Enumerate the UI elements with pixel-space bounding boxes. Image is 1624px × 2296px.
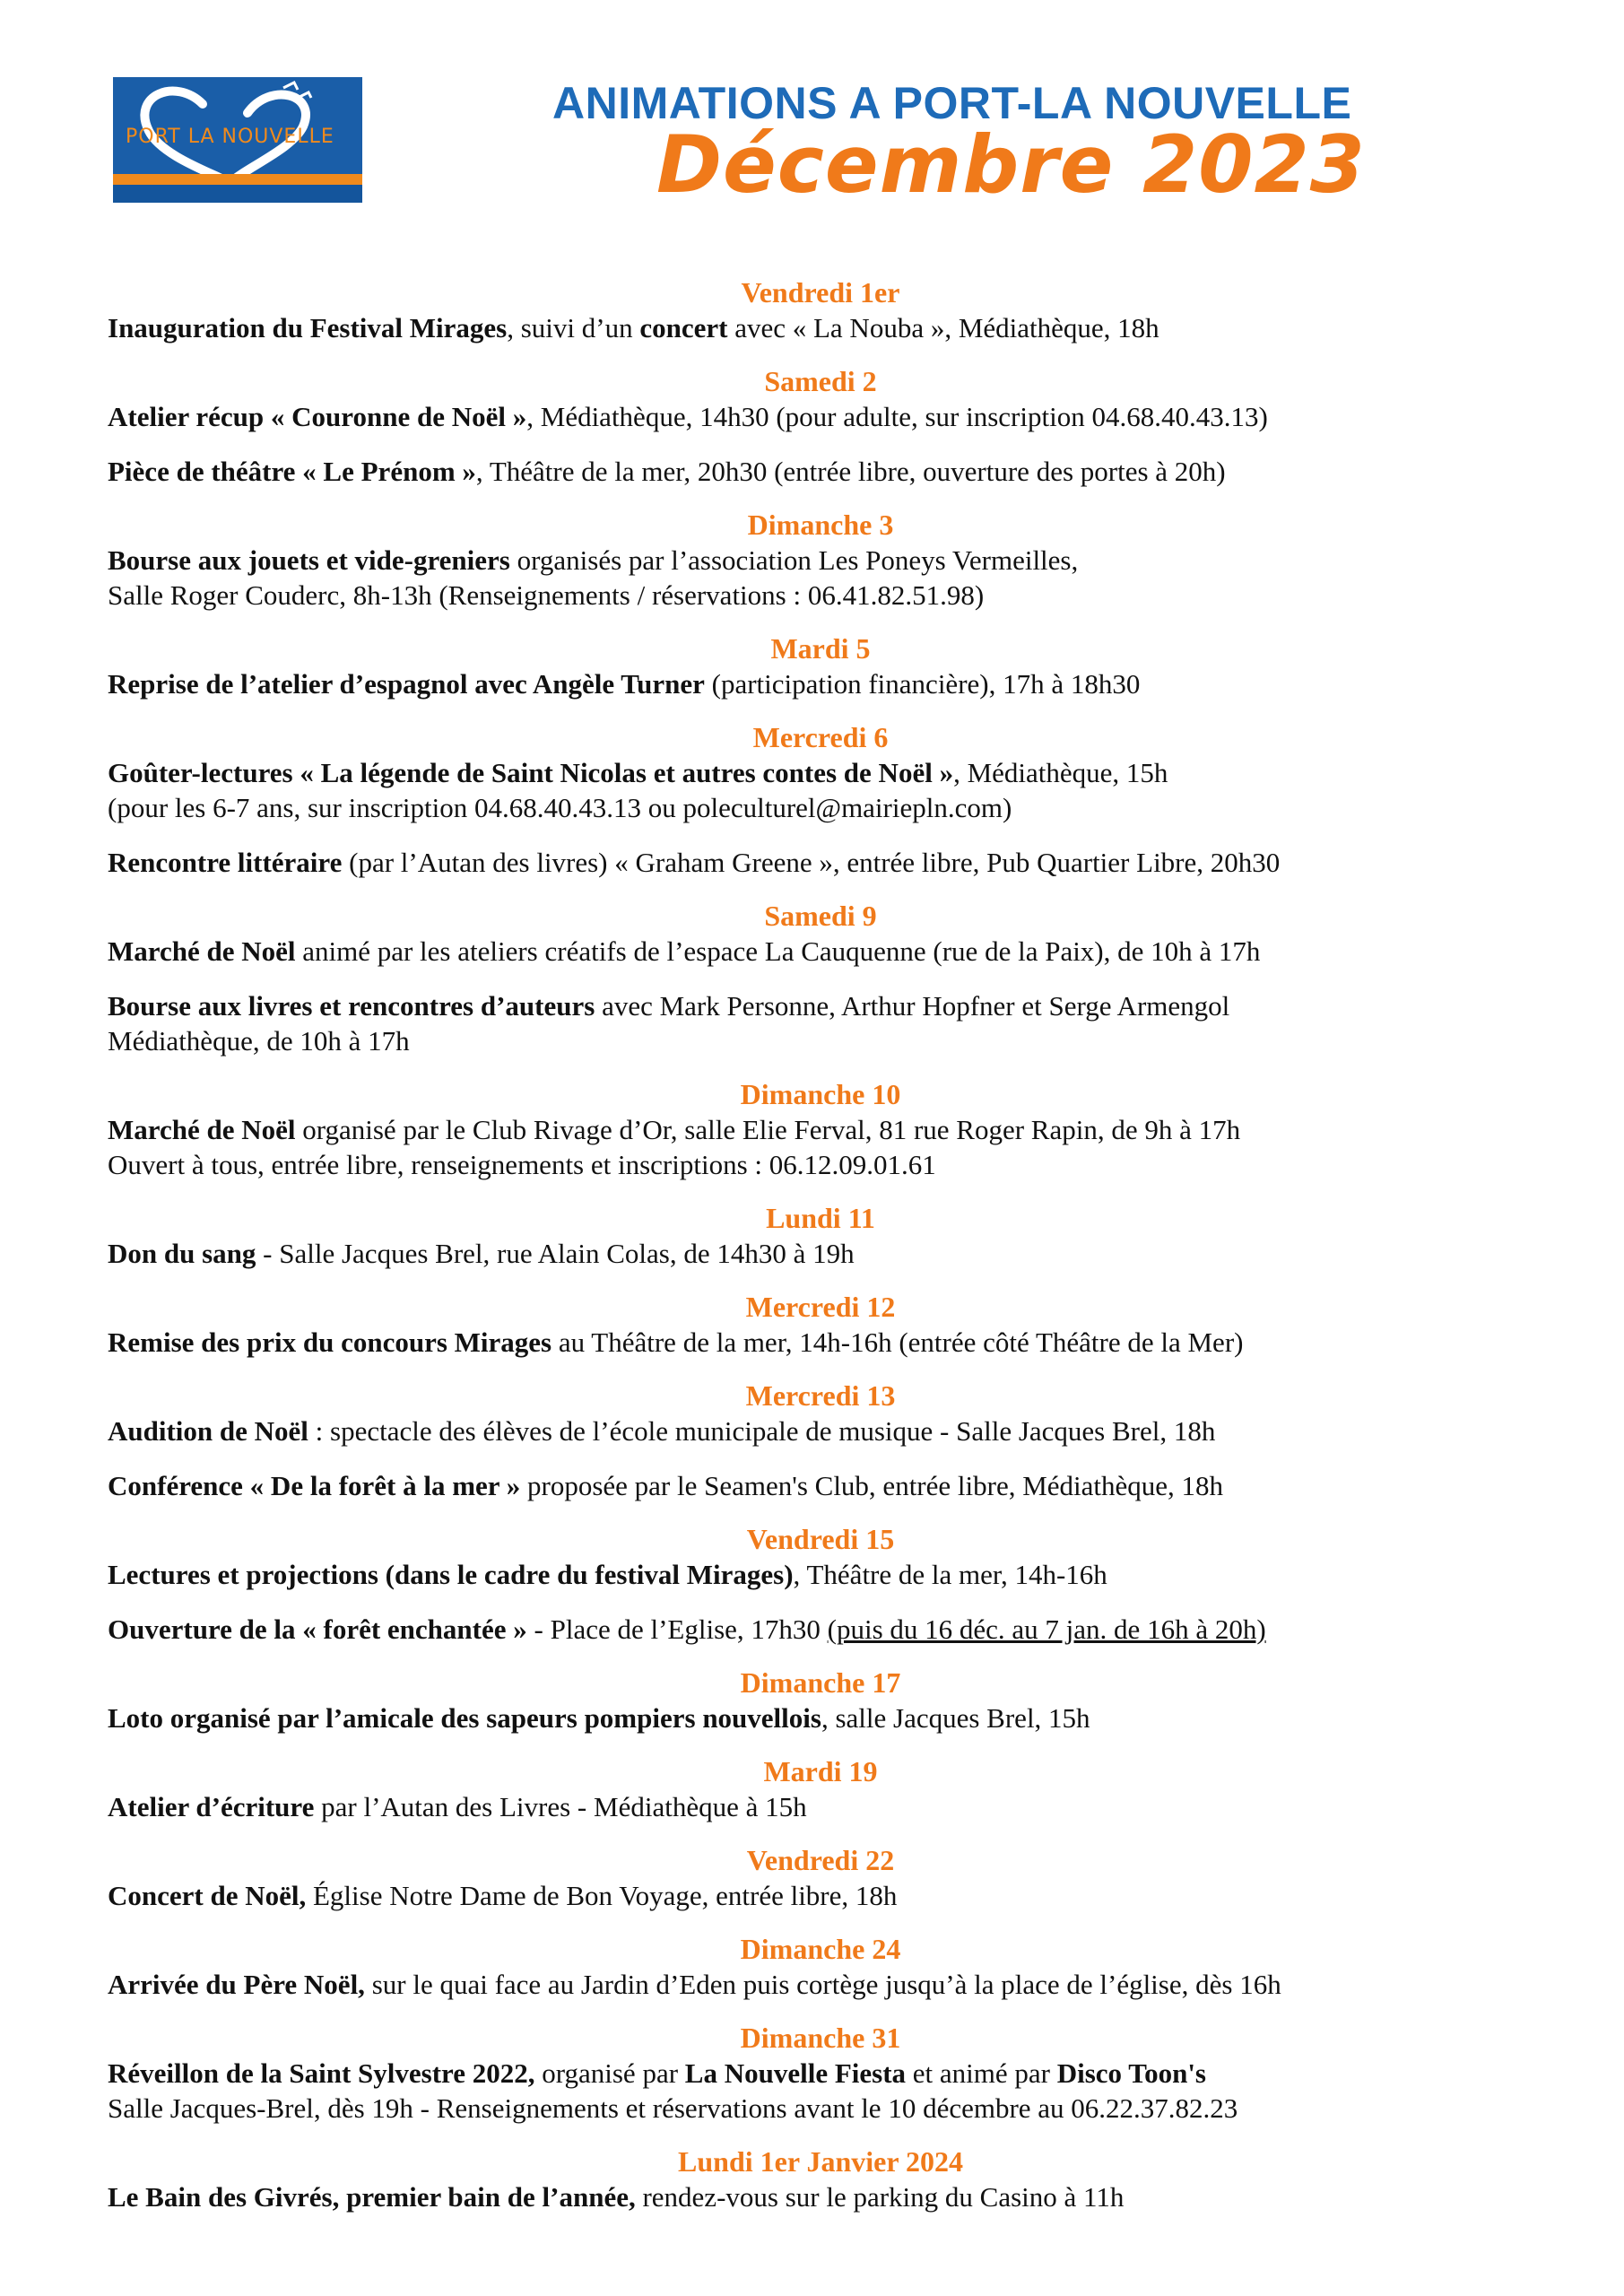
event-title: Pièce de théâtre « Le Prénom » (108, 456, 476, 487)
logo-text: PORT LA NOUVELLE (126, 126, 334, 148)
event-title: Loto organisé par l’amicale des sapeurs pompiers nouvellois (108, 1702, 821, 1734)
event-line (108, 988, 1533, 1023)
event-line (108, 543, 1533, 578)
event-details: , suivi d’un (507, 312, 640, 344)
day-heading: Mardi 5 (770, 632, 871, 665)
day-heading: Mercredi 12 (745, 1291, 896, 1323)
event-line (108, 2091, 1533, 2126)
event-details: - Place de l’Eglise, 17h30 (526, 1613, 828, 1645)
event-entry (108, 1236, 1533, 1271)
day-heading: Vendredi 1er (741, 276, 900, 309)
event-entry (108, 1878, 1533, 1913)
event-entry (108, 2179, 1533, 2214)
event-title: Rencontre littéraire (108, 847, 343, 878)
event-line (108, 2056, 1533, 2091)
event-entry (108, 666, 1533, 701)
event-details: (participation financière), 17h à 18h30 (704, 668, 1141, 700)
event-details: , Théâtre de la mer, 14h-16h (793, 1559, 1107, 1590)
day-heading: Lundi 1er Janvier 2024 (678, 2145, 963, 2178)
page-title: ANIMATIONS A PORT-LA NOUVELLE (552, 78, 1352, 128)
day-heading: Dimanche 10 (740, 1078, 901, 1110)
event-details: animé par les ateliers créatifs de l’espace La Cauquenne (rue de la Paix), de 10h à 17h (295, 935, 1261, 967)
event-entry (108, 1413, 1533, 1448)
event-entry (108, 1468, 1533, 1503)
event-details: : spectacle des élèves de l’école municipale de musique - Salle Jacques Brel, 18h (308, 1415, 1216, 1447)
event-line (108, 399, 1533, 434)
event-details: avec « La Nouba », Médiathèque, 18h (727, 312, 1159, 344)
event-details: organisé par le Club Rivage d’Or, salle Elie Ferval, 81 rue Roger Rapin, de 9h à 17h (295, 1114, 1241, 1145)
day-heading: Lundi 11 (766, 1202, 875, 1234)
event-entry (108, 755, 1533, 825)
event-details: , Théâtre de la mer, 20h30 (entrée libre, ouverture des portes à 20h) (475, 456, 1226, 487)
event-line (108, 1878, 1533, 1913)
event-entry (108, 2056, 1533, 2126)
event-line (108, 1468, 1533, 1503)
day-heading: Samedi 2 (764, 365, 877, 397)
events-list (108, 274, 1533, 2214)
event-line (108, 790, 1533, 825)
event-line (108, 578, 1533, 613)
day-heading: Dimanche 24 (740, 1933, 901, 1965)
event-title: Bourse aux livres et rencontres d’auteurs (108, 990, 595, 1022)
event-details: au Théâtre de la mer, 14h-16h (entrée côté Théâtre de la Mer) (551, 1326, 1244, 1358)
event-details: , Médiathèque, 15h (953, 757, 1168, 788)
event-details: , salle Jacques Brel, 15h (821, 1702, 1090, 1734)
event-entry (108, 934, 1533, 969)
event-entry (108, 1612, 1533, 1647)
event-line (108, 454, 1533, 489)
event-entry (108, 1789, 1533, 1824)
event-title: Atelier d’écriture (108, 1791, 315, 1822)
event-details: Médiathèque, de 10h à 17h (108, 1025, 410, 1057)
event-details: sur le quai face au Jardin d’Eden puis cortège jusqu’à la place de l’église, dès 16h (364, 1969, 1281, 2000)
event-entry (108, 310, 1533, 345)
day-heading: Dimanche 31 (740, 2022, 901, 2054)
event-line (108, 1967, 1533, 2002)
event-entry (108, 454, 1533, 489)
event-title: Réveillon de la Saint Sylvestre 2022, (108, 2057, 535, 2089)
event-line (108, 1557, 1533, 1592)
event-line (108, 1413, 1533, 1448)
event-details: organisés par l’association Les Poneys Vermeilles, (509, 544, 1079, 576)
event-title: Marché de Noël (108, 1114, 296, 1145)
event-line (108, 1700, 1533, 1735)
event-line (108, 845, 1533, 880)
event-line (108, 2179, 1533, 2214)
day-heading: Dimanche 17 (740, 1666, 901, 1699)
event-title: Reprise de l’atelier d’espagnol avec Angèle Turner (108, 668, 705, 700)
event-title: Goûter-lectures « La légende de Saint Nicolas et autres contes de Noël » (108, 757, 954, 788)
event-entry (108, 1325, 1533, 1360)
event-details: Salle Roger Couderc, 8h-13h (Renseignements / réservations : 06.41.82.51.98) (108, 579, 985, 611)
event-details: Église Notre Dame de Bon Voyage, entrée libre, 18h (306, 1880, 898, 1911)
event-details: (par l’Autan des livres) « Graham Greene », entrée libre, Pub Quartier Libre, 20h30 (342, 847, 1281, 878)
event-title: Arrivée du Père Noël, (108, 1969, 365, 2000)
event-line (108, 666, 1533, 701)
event-title: Conférence « De la forêt à la mer » (108, 1470, 521, 1501)
event-title: Marché de Noël (108, 935, 296, 967)
event-details: (pour les 6-7 ans, sur inscription 04.68.40.43.13 ou poleculturel@mairiepln.com) (108, 792, 1012, 823)
event-details: proposée par le Seamen's Club, entrée libre, Médiathèque, 18h (520, 1470, 1224, 1501)
event-entry (108, 988, 1533, 1058)
logo-bottom (113, 185, 362, 203)
event-title: Atelier récup « Couronne de Noël » (108, 401, 527, 432)
day-heading: Mercredi 6 (752, 721, 889, 753)
event-line (108, 1612, 1533, 1647)
event-title: Concert de Noël, (108, 1880, 307, 1911)
event-details: et animé par (906, 2057, 1057, 2089)
event-title: Bourse aux jouets et vide-greniers (108, 544, 510, 576)
day-heading: Samedi 9 (764, 900, 877, 932)
day-heading: Mercredi 13 (745, 1379, 896, 1412)
event-title: Ouverture de la « forêt enchantée » (108, 1613, 527, 1645)
event-line (108, 1147, 1533, 1182)
event-title: La Nouvelle Fiesta (684, 2057, 907, 2089)
event-line (108, 934, 1533, 969)
event-details: - Salle Jacques Brel, rue Alain Colas, de 14h30 à 19h (256, 1238, 855, 1269)
page-subtitle: Décembre 2023 (656, 118, 1366, 211)
event-title: Remise des prix du concours Mirages (108, 1326, 552, 1358)
event-entry (108, 845, 1533, 880)
day-heading: Vendredi 15 (746, 1523, 895, 1555)
event-entry (108, 1557, 1533, 1592)
event-entry (108, 399, 1533, 434)
event-title: Don du sang (108, 1238, 256, 1269)
page-header (0, 0, 1624, 233)
event-title: Le Bain des Givrés, premier bain de l’année, (108, 2181, 636, 2213)
event-details: avec Mark Personne, Arthur Hopfner et Serge Armengol (595, 990, 1230, 1022)
event-details: , Médiathèque, 14h30 (pour adulte, sur inscription 04.68.40.43.13) (526, 401, 1268, 432)
event-entry (108, 543, 1533, 613)
day-heading: Dimanche 3 (747, 509, 894, 541)
day-heading: Mardi 19 (763, 1755, 878, 1787)
event-title: Disco Toon's (1056, 2057, 1206, 2089)
event-line (108, 1236, 1533, 1271)
event-title: Inauguration du Festival Mirages (108, 312, 508, 344)
event-title: concert (639, 312, 728, 344)
event-line (108, 1023, 1533, 1058)
event-title: Lectures et projections (dans le cadre du festival Mirages) (108, 1559, 794, 1590)
logo-stripe (113, 174, 362, 185)
event-note-underlined: (puis du 16 déc. au 7 jan. de 16h à 20h) (827, 1613, 1266, 1645)
event-title: Audition de Noël (108, 1415, 308, 1447)
event-details: Ouvert à tous, entrée libre, renseignements et inscriptions : 06.12.09.01.61 (108, 1149, 936, 1180)
event-details: Salle Jacques-Brel, dès 19h - Renseignements et réservations avant le 10 décembre au 06.22.37.82.23 (108, 2092, 1238, 2124)
event-entry (108, 1700, 1533, 1735)
event-line (108, 1112, 1533, 1147)
event-details: par l’Autan des Livres - Médiathèque à 15h (314, 1791, 807, 1822)
port-la-nouvelle-logo (113, 77, 362, 203)
event-line (108, 755, 1533, 790)
event-line (108, 310, 1533, 345)
event-entry (108, 1967, 1533, 2002)
event-details: organisé par (534, 2057, 685, 2089)
event-line (108, 1789, 1533, 1824)
event-details: rendez-vous sur le parking du Casino à 11h (635, 2181, 1125, 2213)
event-entry (108, 1112, 1533, 1182)
event-line (108, 1325, 1533, 1360)
day-heading: Vendredi 22 (746, 1844, 895, 1876)
